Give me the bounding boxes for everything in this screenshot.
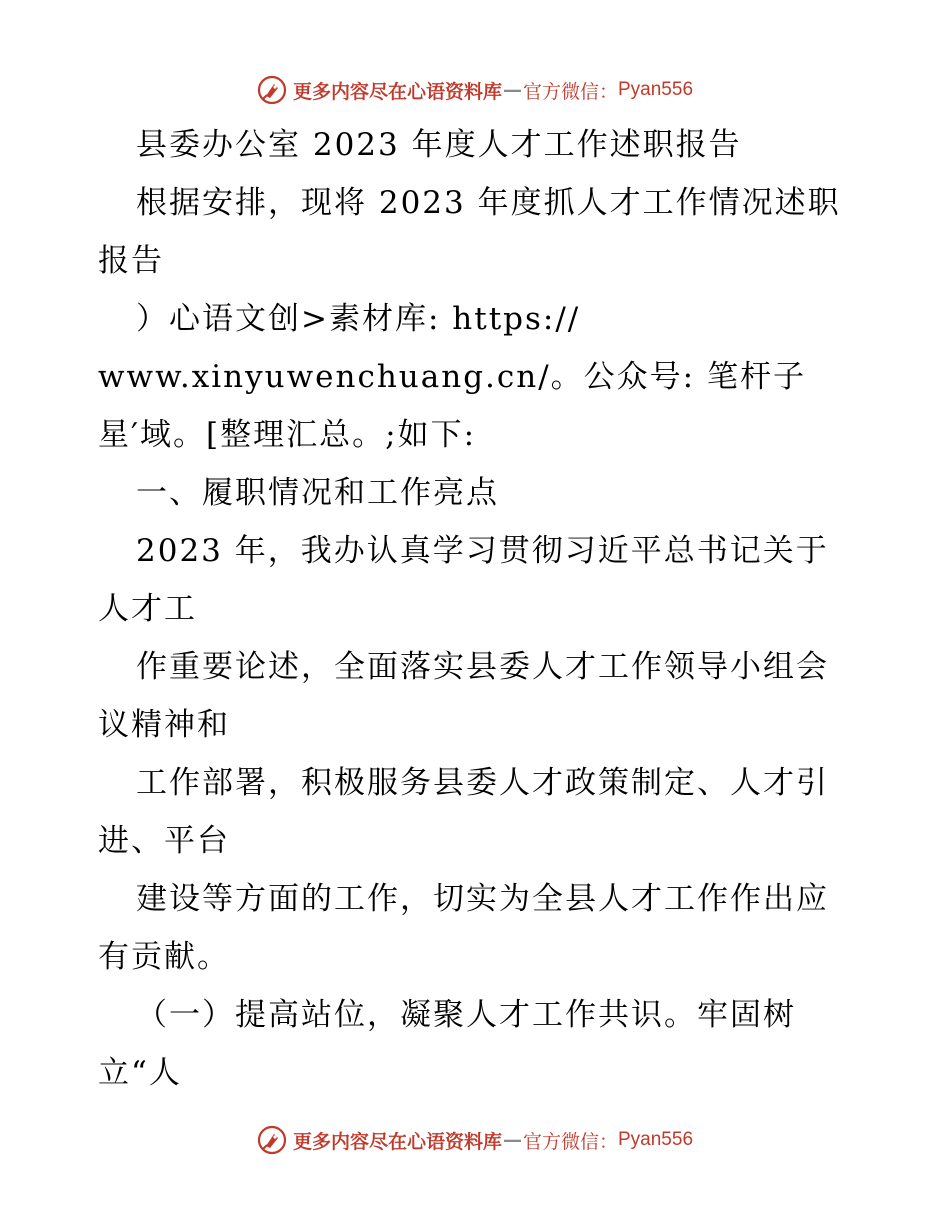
- watermark-wechat-label: 官方微信：: [522, 1130, 618, 1153]
- paragraph-line: 作重要论述，全面落实县委人才工作领导小组会: [136, 649, 829, 685]
- watermark-dash: —: [502, 1129, 522, 1151]
- paragraph-line: 星′域。[整理汇总。;如下:: [98, 417, 477, 453]
- paragraph-line: ）心语文创>素材库: https://: [136, 301, 581, 337]
- paragraph-line: 人才工: [98, 591, 197, 627]
- document-body: [98, 116, 858, 1102]
- paragraph-line: 报告: [98, 243, 164, 279]
- paragraph-line: 进、平台: [98, 823, 230, 859]
- header-watermark: [0, 72, 950, 108]
- watermark-wechat-id: Pyan556: [618, 1129, 694, 1150]
- document-title: 县委办公室 2023 年度人才工作述职报告: [136, 127, 742, 163]
- paragraph-line: 有贡献。: [98, 939, 230, 975]
- watermark-dash: —: [502, 79, 522, 101]
- paragraph-line: 工作部署，积极服务县委人才政策制定、人才引: [136, 765, 829, 801]
- watermark-wechat-id: Pyan556: [618, 79, 694, 100]
- paragraph-line: 根据安排，现将 2023 年度抓人才工作情况述职: [136, 185, 841, 221]
- paragraph-line: 建设等方面的工作，切实为全县人才工作作出应: [136, 881, 829, 917]
- section-heading: 一、履职情况和工作亮点: [136, 475, 499, 511]
- watermark-text: 更多内容尽在心语资料库: [292, 80, 502, 103]
- pen-nib-logo-icon: [257, 75, 287, 105]
- paragraph-line: 2023 年，我办认真学习贯彻习近平总书记关于: [136, 533, 829, 569]
- watermark-wechat-label: 官方微信：: [522, 80, 618, 103]
- watermark-text: 更多内容尽在心语资料库: [292, 1130, 502, 1153]
- paragraph-line: www.xinyuwenchuang.cn/。公众号: 笔杆子: [98, 359, 806, 395]
- paragraph-line: 立“人: [98, 1055, 182, 1091]
- pen-nib-logo-icon: [257, 1125, 287, 1155]
- subsection-heading: （一）提高站位，凝聚人才工作共识。牢固树: [136, 997, 796, 1033]
- paragraph-line: 议精神和: [98, 707, 230, 743]
- footer-watermark: [0, 1122, 950, 1158]
